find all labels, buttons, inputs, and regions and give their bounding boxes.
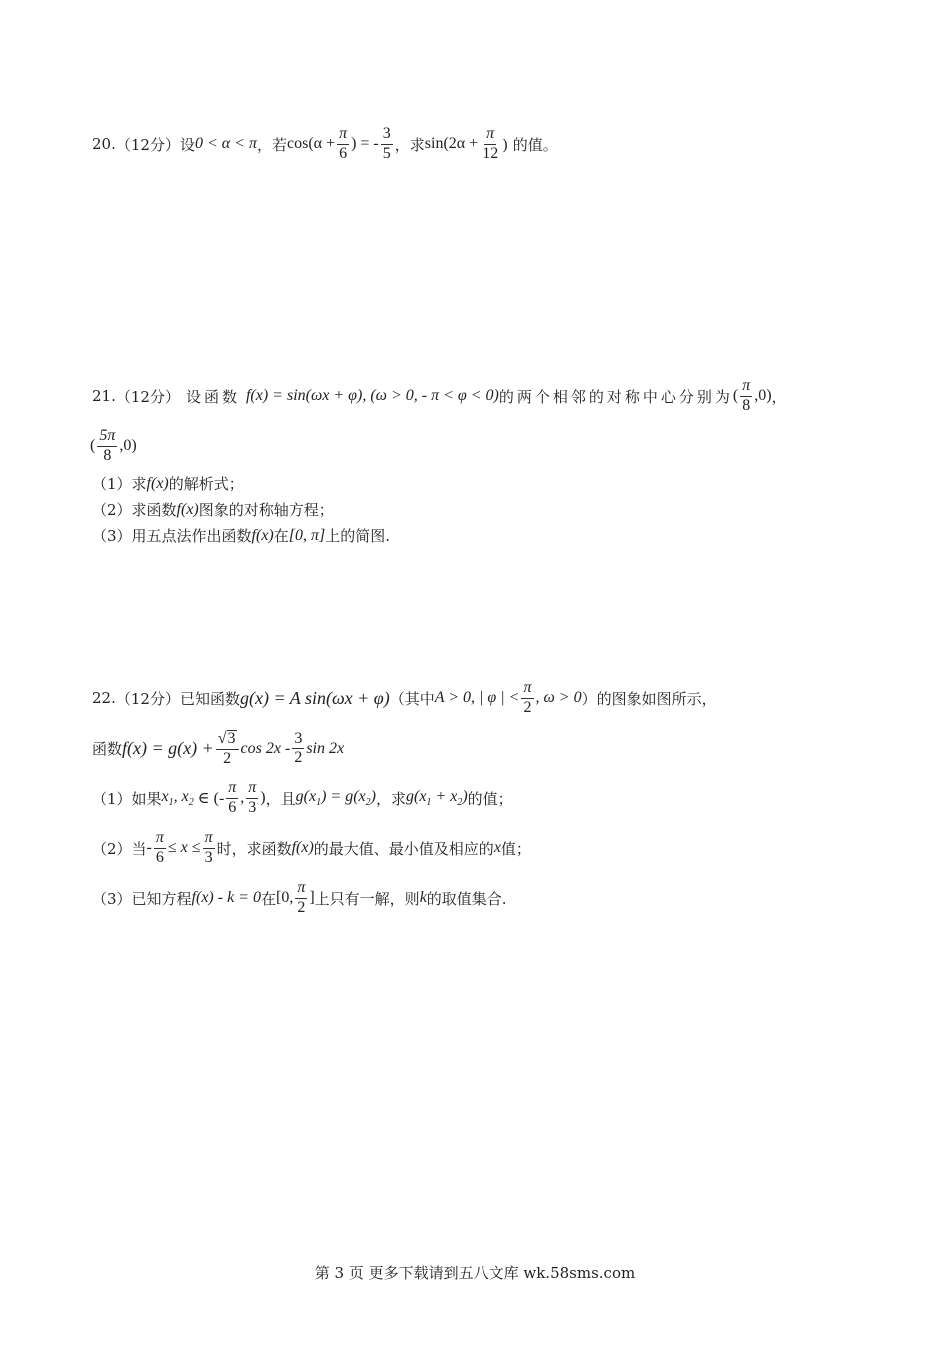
page-footer: 第 3 页 更多下载请到五八文库 wk.58sms.com — [314, 1264, 636, 1282]
q21-paren: ( — [732, 387, 739, 405]
q22-text2: （其中 — [389, 689, 435, 708]
q20-sin: sin(2α + — [424, 135, 479, 153]
q21-item1-label: （1）求 — [92, 475, 147, 493]
q22-g-function: g(x) = A sin(ωx + φ) — [239, 687, 390, 708]
q22-item-2 — [92, 830, 531, 867]
q22-i3-text3: 的取值集合. — [426, 889, 507, 908]
q21-item2-f: f(x) — [176, 500, 199, 518]
q22-text3: ）的图象如图所示， — [581, 689, 717, 708]
q21-text2: 的两个相邻的对称中心分别为 — [498, 387, 733, 406]
q21-item-3 — [92, 525, 390, 546]
q21-item3-interval: [0, π] — [288, 526, 326, 544]
q22-i3-interval: [0, — [276, 889, 294, 907]
q22-i2-text: 时，求函数 — [216, 839, 292, 858]
q20-text2: ，若 — [256, 135, 287, 154]
q22-i1-text3: 的值； — [467, 789, 513, 808]
q22-i2-ineq: ≤ x ≤ — [167, 839, 201, 857]
q22-i2-label: （2）当 — [92, 839, 147, 858]
q22-l2-text: 函数 — [92, 740, 123, 759]
q22-i1-text: ，且 — [265, 789, 296, 808]
q22-i2-f: f(x) — [291, 839, 314, 857]
q22-i2-text3: 值； — [500, 839, 531, 858]
q22-i1-in: ∈ (- — [197, 790, 225, 808]
q21-paren2: ( — [90, 437, 96, 455]
q21-frac-pi-8: $\frac{\pi}{8}$ — [742, 377, 751, 414]
q21-frac-5pi-8: $\frac{5\pi}{8}$ — [99, 427, 116, 464]
q22-f-def: f(x) = g(x) + — [122, 738, 214, 759]
q21-item2-label: （2）求函数 — [92, 501, 177, 519]
q22-i1-eq: $g(x_1) = g(x_2)$ — [295, 788, 376, 809]
q21-center2-value: ,0) — [119, 437, 137, 455]
q22-i1-text2: ，求 — [375, 789, 406, 808]
q20-frac-pi-6: $\frac{\pi}{6}$ — [339, 125, 348, 162]
q22-i3-frac-pi-2: $\frac{\pi}{2}$ — [297, 879, 306, 916]
q22-frac-3-2: $\frac{3}{2}$ — [294, 729, 303, 767]
q22-i3-equation: f(x) - k = 0 — [191, 889, 261, 907]
q21-item3-text: 上的简图. — [325, 527, 391, 545]
q21-item3-in: 在 — [273, 527, 289, 545]
q20-number: 20. — [92, 135, 116, 154]
q20-cos: cos(α + — [287, 135, 336, 153]
q22-i2-text2: 的最大值、最小值及相应的 — [313, 839, 494, 858]
q22-i2-frac-pi-6: $\frac{\pi}{6}$ — [155, 829, 164, 866]
q22-i3-close: ] — [309, 889, 315, 907]
q20-eq: ) = - — [351, 135, 379, 153]
q22-i1-g-sum: $g(x_1 + x_2)$ — [405, 788, 468, 809]
q22-i1-frac-pi-3: $\frac{\pi}{3}$ — [248, 779, 257, 816]
q20-text4: ) 的值。 — [502, 135, 558, 154]
q21-text: 设函数 — [185, 387, 240, 406]
q22-i3-k: k — [419, 889, 427, 907]
q20-text3: ，求 — [394, 135, 425, 154]
q21-item2-text: 图象的对称轴方程； — [198, 501, 334, 519]
q20-frac-pi-12: $\frac{\pi}{12}$ — [482, 125, 499, 162]
q22-function-f — [92, 730, 344, 768]
question-21-center2 — [90, 428, 137, 465]
q22-i1-x1: $x_1$, $x_2$ — [161, 788, 194, 809]
q22-i1-close: ) — [260, 789, 266, 807]
q22-i2-minus: - — [146, 839, 152, 857]
q20-score: （12分） — [115, 135, 180, 154]
q20-text: 设 — [179, 135, 195, 154]
question-20 — [92, 126, 558, 163]
q22-frac-sqrt3-2: √ 3 2 — [216, 730, 239, 768]
q22-score: （12分） — [115, 689, 180, 708]
q21-item-1 — [92, 473, 244, 494]
q22-cond2: , ω > 0 — [535, 689, 582, 707]
q22-cond1: A > 0, | φ | < — [434, 689, 520, 707]
q21-center1: ,0) — [754, 387, 772, 405]
q21-number: 21. — [92, 387, 116, 406]
q21-function: f(x) = sin(ωx + φ), (ω > 0, - π < φ < 0) — [245, 387, 499, 405]
question-22 — [92, 680, 717, 717]
q22-i1-frac-pi-6: $\frac{\pi}{6}$ — [228, 779, 237, 816]
q22-item-3 — [92, 880, 507, 917]
q21-item-2 — [92, 499, 334, 520]
q22-cos-term: cos 2x - — [240, 739, 291, 757]
q22-text: 已知函数 — [179, 689, 240, 708]
q22-item-1 — [92, 780, 513, 817]
q21-score: （12分） — [115, 387, 180, 406]
q22-i3-text2: 上只有一解，则 — [314, 889, 420, 908]
q22-i1-label: （1）如果 — [92, 789, 162, 808]
q22-number: 22. — [92, 689, 116, 708]
q22-i1-comma: , — [240, 789, 245, 807]
q21-item1-text: 的解析式； — [168, 475, 244, 493]
q22-i3-label: （3）已知方程 — [92, 889, 192, 908]
question-21 — [92, 378, 787, 415]
q22-i2-frac-pi-3: $\frac{\pi}{3}$ — [204, 829, 213, 866]
q21-item1-f: f(x) — [146, 474, 169, 492]
q22-sin-term: sin 2x — [306, 739, 345, 757]
q21-item3-label: （3）用五点法作出函数 — [92, 527, 252, 545]
q20-frac-3-5: $\frac{3}{5}$ — [382, 125, 391, 162]
q21-item3-f: f(x) — [251, 526, 274, 544]
q21-comma: ， — [771, 387, 787, 406]
q22-frac-pi-2: $\frac{\pi}{2}$ — [523, 679, 532, 716]
q22-i2-x: x — [493, 839, 501, 857]
q20-condition: 0 < α < π — [194, 135, 257, 153]
q22-i3-text: 在 — [260, 889, 276, 908]
